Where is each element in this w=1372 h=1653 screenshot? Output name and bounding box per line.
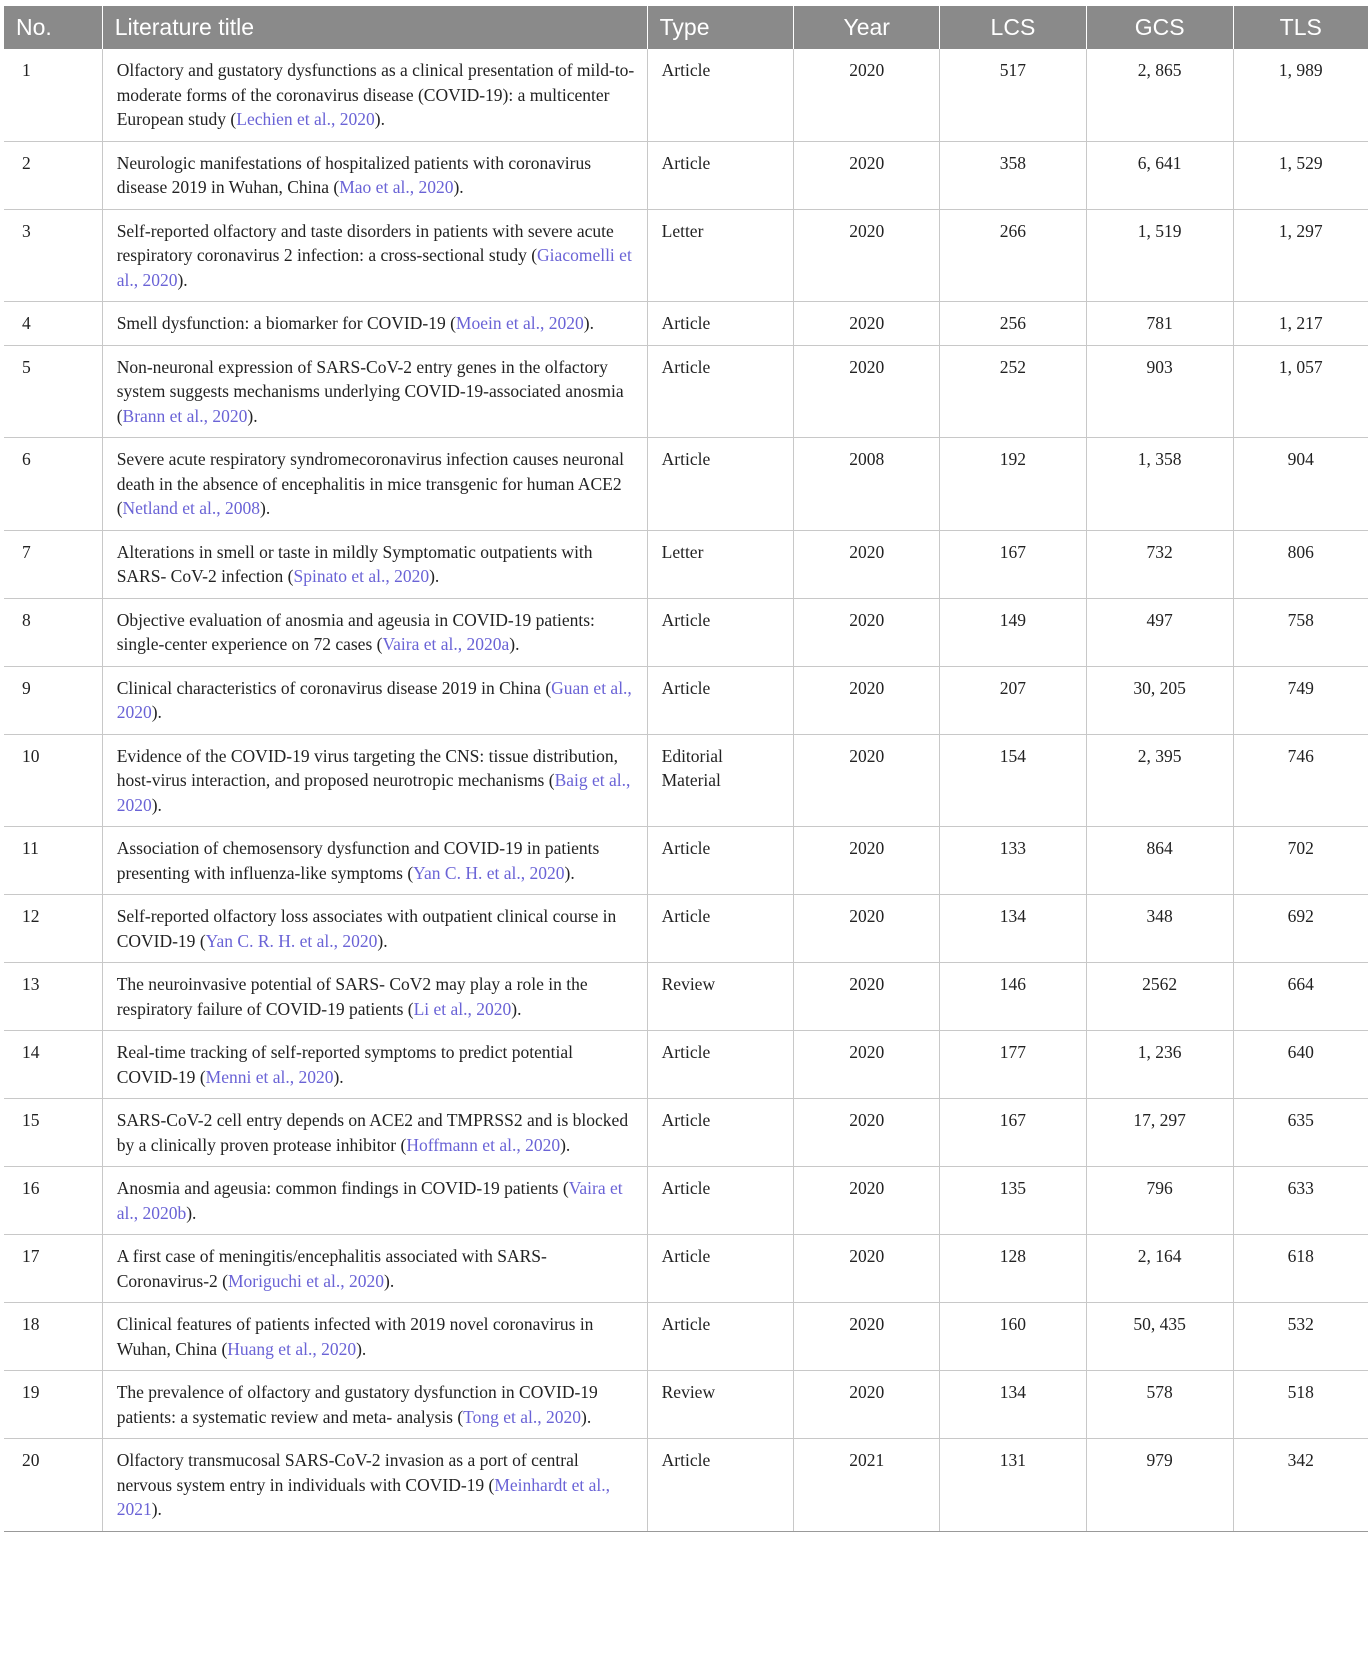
table-row [4,598,1368,666]
type-cell: Article [647,1031,794,1099]
paren-open: ( [283,566,294,586]
paren-close: ). [333,1066,344,1087]
table-row [4,1099,1368,1167]
gcs-cell: 796 [1086,1167,1233,1235]
year-cell: 2021 [794,1439,940,1532]
type-cell: Letter [647,530,794,598]
citation-link[interactable]: Baig et al., 2020 [116,770,631,815]
lcs-cell: 135 [940,1167,1087,1235]
type-cell: Letter [647,209,794,302]
title-text: SARS-CoV-2 cell entry depends on ACE2 and TMPRSS2 and is blocked by a clinically proven protease inhibitor [116,1110,629,1155]
table-row [4,49,1368,141]
title-text: Clinical features of patients infected with 2019 novel coronavirus in Wuhan, China [116,1314,594,1359]
citation-link[interactable]: Brann et al., 2020 [122,405,248,426]
paren-close: ). [453,177,464,197]
header-lcs[interactable]: LCS [940,6,1087,49]
table-row [4,666,1368,734]
literature-table-container [4,6,1368,1532]
citation-link[interactable]: Moein et al., 2020 [455,313,584,333]
lcs-cell: 192 [940,438,1087,531]
title-text: Severe acute respiratory syndromecoronavirus infection causes neuronal death in the absence of encephalitis in mice transgenic for human ACE2 [116,449,624,494]
lcs-cell: 266 [940,209,1087,302]
lcs-cell: 128 [940,1235,1087,1303]
title-text: Smell dysfunction: a biomarker for COVID-19 [116,313,446,333]
type-cell: Article [647,302,794,346]
paren-open: ( [217,1270,228,1291]
paren-close: ). [581,1406,592,1427]
row-number: 16 [4,1167,102,1235]
gcs-cell: 903 [1086,345,1233,438]
row-number: 4 [4,302,102,346]
citation-link[interactable]: Mao et al., 2020 [339,177,454,197]
paren-close: ). [509,634,520,654]
table-row [4,1167,1368,1235]
literature-title-cell [102,1439,647,1532]
paren-close: ). [151,1499,162,1519]
paren-close: ). [564,862,575,883]
citation-link[interactable]: Yan C. H. et al., 2020 [413,862,565,883]
gcs-cell: 50, 435 [1086,1303,1233,1371]
year-cell: 2020 [794,345,940,438]
gcs-cell: 348 [1086,895,1233,963]
literature-title-cell [102,530,647,598]
table-row [4,1235,1368,1303]
gcs-cell: 2562 [1086,963,1233,1031]
header-year[interactable]: Year [794,6,940,49]
type-cell: Article [647,141,794,209]
row-number: 19 [4,1371,102,1439]
paren-open: ( [484,1474,495,1495]
tls-cell: 1, 297 [1233,209,1368,302]
literature-table [4,6,1368,1532]
citation-link[interactable]: Hoffmann et al., 2020 [406,1134,561,1155]
table-header-row [4,6,1368,49]
paren-open: ( [195,930,206,951]
tls-cell: 749 [1233,666,1368,734]
literature-title-cell [102,141,647,209]
lcs-cell: 133 [940,827,1087,895]
table-row [4,1439,1368,1532]
row-number: 12 [4,895,102,963]
row-number: 17 [4,1235,102,1303]
lcs-cell: 207 [940,666,1087,734]
year-cell: 2020 [794,827,940,895]
year-cell: 2020 [794,302,940,346]
type-cell: Review [647,1371,794,1439]
type-cell: Article [647,1303,794,1371]
lcs-cell: 146 [940,963,1087,1031]
header-type[interactable]: Type [647,6,794,49]
table-row [4,345,1368,438]
literature-title-cell [102,1167,647,1235]
year-cell: 2020 [794,1099,940,1167]
year-cell: 2020 [794,666,940,734]
paren-open: ( [403,998,414,1019]
row-number: 20 [4,1439,102,1532]
paren-open: ( [558,1178,569,1198]
paren-open: ( [544,770,555,790]
lcs-cell: 154 [940,734,1087,827]
citation-link[interactable]: Lechien et al., 2020 [236,109,375,129]
table-row [4,895,1368,963]
lcs-cell: 131 [940,1439,1087,1532]
table-row [4,1031,1368,1099]
tls-cell: 692 [1233,895,1368,963]
title-text: Alterations in smell or taste in mildly Symptomatic outpatients with SARS- CoV-2 infection [116,541,593,586]
tls-cell: 342 [1233,1439,1368,1532]
gcs-cell: 2, 865 [1086,49,1233,141]
paren-open: ( [116,405,123,426]
citation-link[interactable]: Giacomelli et al., 2020 [116,245,632,290]
year-cell: 2020 [794,1371,940,1439]
paren-close: ). [377,930,388,951]
gcs-cell: 30, 205 [1086,666,1233,734]
type-cell: Article [647,895,794,963]
header-gcs[interactable]: GCS [1086,6,1233,49]
year-cell: 2020 [794,734,940,827]
paren-close: ). [260,498,271,518]
citation-link[interactable]: Spinato et al., 2020 [293,566,430,586]
paren-close: ). [511,998,522,1019]
paren-open: ( [396,1134,407,1155]
title-text: Neurologic manifestations of hospitalized patients with coronavirus disease 2019 in Wuhan, China [116,152,592,197]
row-number: 10 [4,734,102,827]
citation-link[interactable]: Tong et al., 2020 [463,1406,582,1427]
row-number: 6 [4,438,102,531]
paren-open: ( [402,862,414,883]
row-number: 3 [4,209,102,302]
title-text: Self-reported olfactory and taste disorders in patients with severe acute respiratory coronavirus 2 infection: a cross-sectional study [116,220,614,265]
gcs-cell: 781 [1086,302,1233,346]
tls-cell: 904 [1233,438,1368,531]
citation-link[interactable]: Li et al., 2020 [413,998,512,1019]
citation-link[interactable]: Netland et al., 2008 [122,498,261,518]
year-cell: 2020 [794,1303,940,1371]
table-row [4,963,1368,1031]
tls-cell: 618 [1233,1235,1368,1303]
lcs-cell: 160 [940,1303,1087,1371]
tls-cell: 633 [1233,1167,1368,1235]
gcs-cell: 6, 641 [1086,141,1233,209]
tls-cell: 702 [1233,827,1368,895]
gcs-cell: 1, 519 [1086,209,1233,302]
paren-open: ( [329,177,340,197]
title-text: Olfactory and gustatory dysfunctions as a clinical presentation of mild-to-moderate forms of the coronavirus disease (COVID-19): a multicenter European study [116,60,635,129]
literature-title-cell [102,49,647,141]
paren-close: ). [384,1270,395,1291]
title-text: Association of chemosensory dysfunction and COVID-19 in patients presenting with influenza-like symptoms [116,838,600,883]
title-text: Non-neuronal expression of SARS-CoV-2 entry genes in the olfactory system suggests mechanisms underlying COVID-19-associated anosmia [116,356,624,401]
title-text: Evidence of the COVID-19 virus targeting the CNS: tissue distribution, host-virus interaction, and proposed neurotropic mechanisms [116,745,618,790]
literature-title-cell [102,1031,647,1099]
table-row [4,438,1368,531]
literature-title-cell [102,209,647,302]
table-row [4,141,1368,209]
tls-cell: 746 [1233,734,1368,827]
literature-title-cell [102,734,647,827]
paren-close: ). [177,269,188,290]
paren-close: ). [429,566,440,586]
row-number: 1 [4,49,102,141]
year-cell: 2008 [794,438,940,531]
paren-open: ( [226,109,237,129]
row-number: 15 [4,1099,102,1167]
tls-cell: 1, 057 [1233,345,1368,438]
tls-cell: 640 [1233,1031,1368,1099]
row-number: 11 [4,827,102,895]
type-cell: Article [647,1167,794,1235]
paren-open: ( [195,1066,206,1087]
title-text: Clinical characteristics of coronavirus disease 2019 in China [116,677,541,698]
tls-cell: 1, 529 [1233,141,1368,209]
tls-cell: 806 [1233,530,1368,598]
lcs-cell: 177 [940,1031,1087,1099]
year-cell: 2020 [794,1031,940,1099]
type-cell: Article [647,345,794,438]
literature-title-cell [102,598,647,666]
title-text: Objective evaluation of anosmia and ageusia in COVID-19 patients: single-center experience on 72 cases [116,609,595,654]
paren-open: ( [445,313,456,333]
citation-link[interactable]: Moriguchi et al., 2020 [228,1270,385,1291]
lcs-cell: 256 [940,302,1087,346]
tls-cell: 758 [1233,598,1368,666]
lcs-cell: 167 [940,530,1087,598]
lcs-cell: 167 [940,1099,1087,1167]
citation-link[interactable]: Huang et al., 2020 [227,1338,357,1359]
type-cell: Article [647,49,794,141]
year-cell: 2020 [794,141,940,209]
paren-close: ). [247,405,258,426]
row-number: 9 [4,666,102,734]
citation-link[interactable]: Guan et al., 2020 [116,677,632,722]
gcs-cell: 2, 395 [1086,734,1233,827]
literature-title-cell [102,1303,647,1371]
tls-cell: 518 [1233,1371,1368,1439]
row-number: 8 [4,598,102,666]
paren-close: ). [151,794,162,815]
citation-link[interactable]: Vaira et al., 2020a [382,634,510,654]
gcs-cell: 17, 297 [1086,1099,1233,1167]
title-text: Olfactory transmucosal SARS-CoV-2 invasion as a port of central nervous system entry in individuals with COVID-19 [116,1450,579,1495]
table-row [4,1303,1368,1371]
literature-title-cell [102,1099,647,1167]
tls-cell: 664 [1233,963,1368,1031]
row-number: 13 [4,963,102,1031]
header-no[interactable]: No. [4,6,102,49]
gcs-cell: 2, 164 [1086,1235,1233,1303]
gcs-cell: 732 [1086,530,1233,598]
year-cell: 2020 [794,1235,940,1303]
year-cell: 2020 [794,49,940,141]
table-body [4,49,1368,1531]
literature-title-cell [102,827,647,895]
paren-open: ( [526,245,538,265]
gcs-cell: 497 [1086,598,1233,666]
paren-close: ). [186,1202,197,1223]
paren-open: ( [217,1338,228,1359]
tls-cell: 1, 217 [1233,302,1368,346]
citation-link[interactable]: Vaira et al., 2020b [116,1178,623,1223]
literature-title-cell [102,438,647,531]
header-title[interactable]: Literature title [102,6,647,49]
type-cell: Article [647,1439,794,1532]
lcs-cell: 134 [940,895,1087,963]
type-cell: Article [647,1235,794,1303]
paren-open: ( [452,1406,464,1427]
paren-close: ). [356,1338,367,1359]
table-row [4,1371,1368,1439]
paren-open: ( [116,498,123,518]
literature-title-cell [102,1371,647,1439]
type-cell: Article [647,1099,794,1167]
type-cell: Review [647,963,794,1031]
paren-close: ). [583,313,594,333]
title-text: Self-reported olfactory loss associates with outpatient clinical course in COVID-19 [116,906,617,951]
literature-title-cell [102,302,647,346]
title-text: Anosmia and ageusia: common findings in COVID-19 patients [116,1178,559,1198]
lcs-cell: 358 [940,141,1087,209]
table-row [4,302,1368,346]
year-cell: 2020 [794,530,940,598]
type-cell: Article [647,827,794,895]
title-text: The neuroinvasive potential of SARS- CoV2 may play a role in the respiratory failure of COVID-19 patients [116,974,588,1019]
row-number: 7 [4,530,102,598]
citation-link[interactable]: Yan C. R. H. et al., 2020 [205,930,378,951]
table-row [4,734,1368,827]
tls-cell: 532 [1233,1303,1368,1371]
type-cell: Article [647,438,794,531]
literature-title-cell [102,963,647,1031]
gcs-cell: 864 [1086,827,1233,895]
header-tls[interactable]: TLS [1233,6,1368,49]
literature-title-cell [102,666,647,734]
row-number: 2 [4,141,102,209]
title-text: Real-time tracking of self-reported symptoms to predict potential COVID-19 [116,1042,574,1087]
gcs-cell: 1, 236 [1086,1031,1233,1099]
table-row [4,530,1368,598]
paren-close: ). [151,702,162,722]
type-cell: Editorial Material [647,734,794,827]
year-cell: 2020 [794,1167,940,1235]
lcs-cell: 517 [940,49,1087,141]
paren-close: ). [374,109,385,129]
row-number: 14 [4,1031,102,1099]
year-cell: 2020 [794,598,940,666]
paren-close: ). [560,1134,571,1155]
citation-link[interactable]: Meinhardt et al., 2021 [116,1474,611,1519]
table-row [4,827,1368,895]
paren-open: ( [372,634,383,654]
row-number: 18 [4,1303,102,1371]
type-cell: Article [647,666,794,734]
lcs-cell: 134 [940,1371,1087,1439]
gcs-cell: 578 [1086,1371,1233,1439]
gcs-cell: 979 [1086,1439,1233,1532]
citation-link[interactable]: Menni et al., 2020 [205,1066,334,1087]
tls-cell: 635 [1233,1099,1368,1167]
title-text: The prevalence of olfactory and gustatory dysfunction in COVID-19 patients: a systematic review and meta- analysis [116,1382,598,1427]
row-number: 5 [4,345,102,438]
literature-title-cell [102,345,647,438]
year-cell: 2020 [794,963,940,1031]
lcs-cell: 252 [940,345,1087,438]
year-cell: 2020 [794,895,940,963]
literature-title-cell [102,895,647,963]
title-text: A first case of meningitis/encephalitis associated with SARS-Coronavirus-2 [116,1246,547,1291]
year-cell: 2020 [794,209,940,302]
table-row [4,209,1368,302]
paren-open: ( [540,677,552,698]
tls-cell: 1, 989 [1233,49,1368,141]
gcs-cell: 1, 358 [1086,438,1233,531]
literature-title-cell [102,1235,647,1303]
lcs-cell: 149 [940,598,1087,666]
type-cell: Article [647,598,794,666]
